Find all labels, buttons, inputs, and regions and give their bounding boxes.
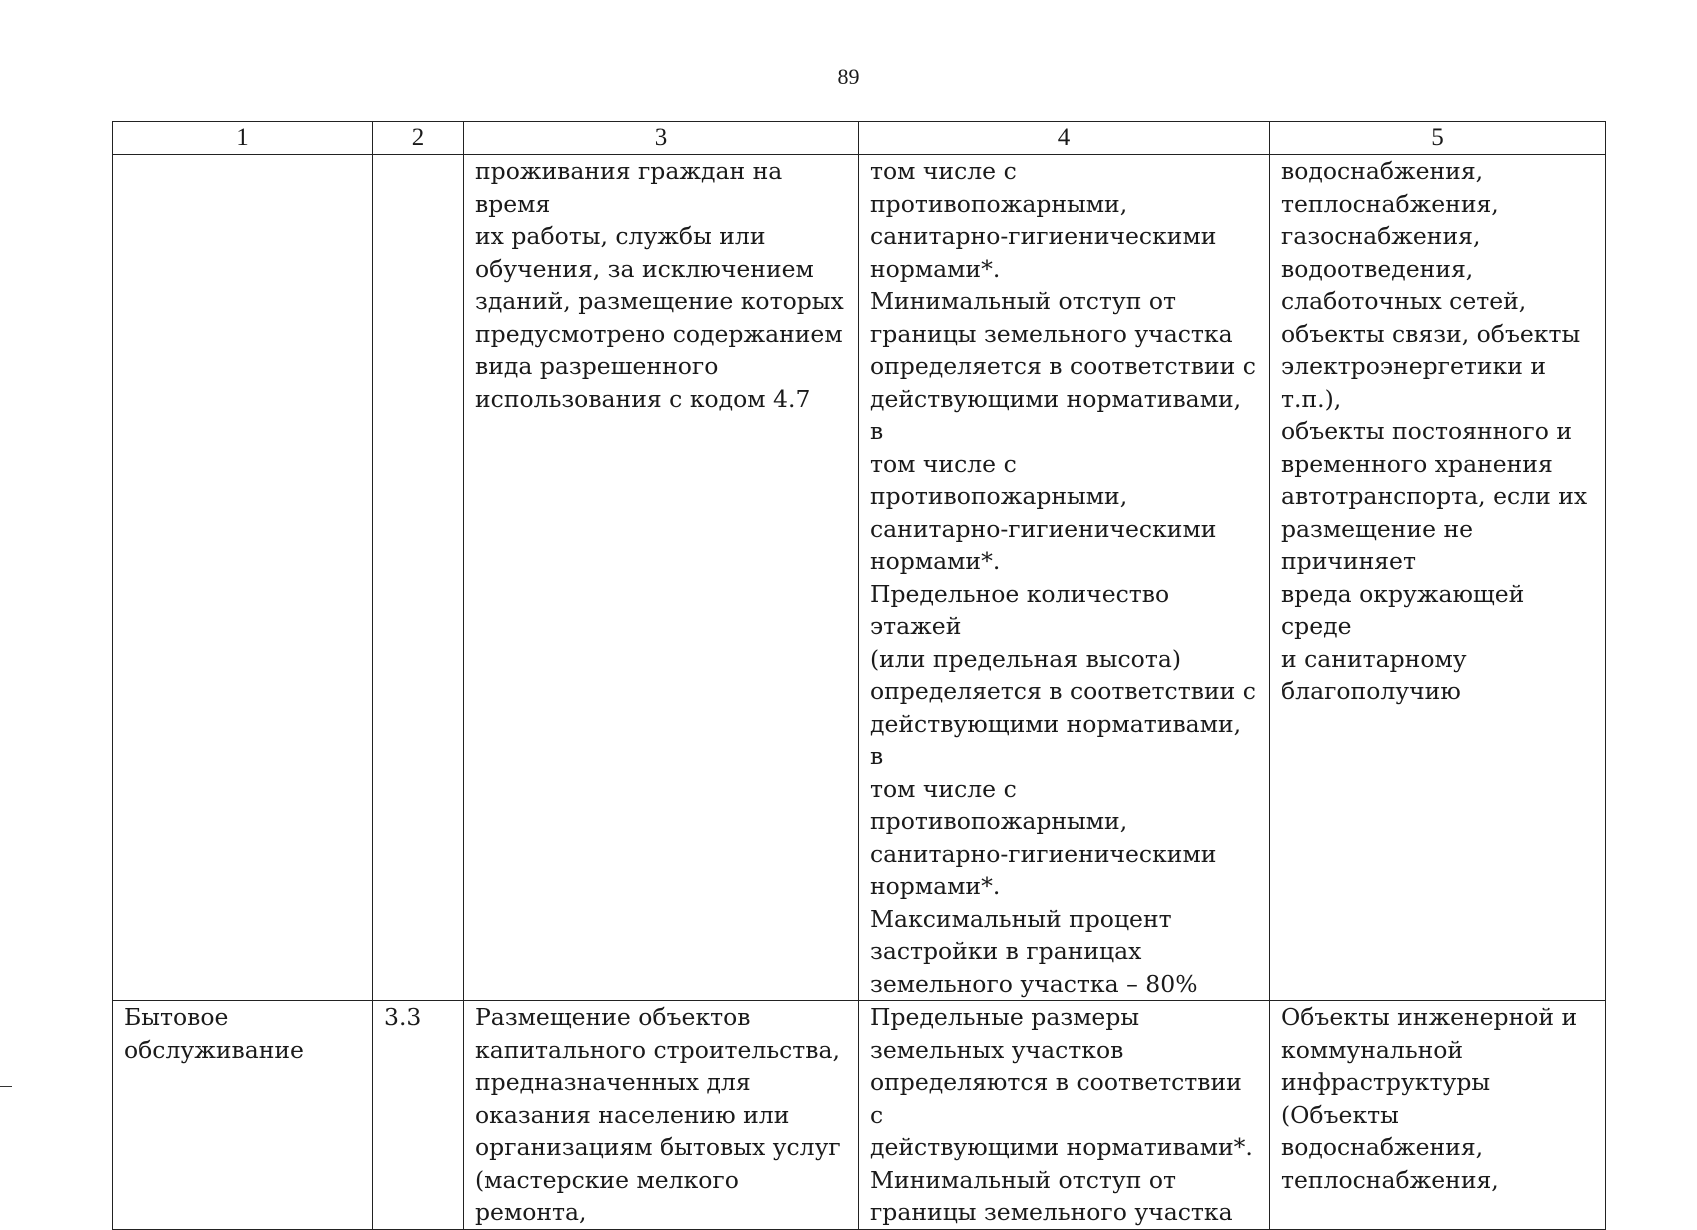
table-header-row	[113, 122, 1606, 155]
table-row	[113, 1001, 1606, 1230]
cell-use-description: проживания граждан на время их работы, службы или обучения, за исключением зданий, размещение которых предусмотрено содержанием вида разрешенного использования с кодом 4.7	[464, 155, 859, 1001]
page-number: 89	[837, 64, 860, 89]
cell-parameters: том числе с противопожарными, санитарно-гигиеническими нормами*. Минимальный отступ от границы земельного участка определяется в соответствии с действующими нормативами, в том числе с противопожарными, санитарно-гигиеническими нормами*. Предельное количество этажей (или предельная высота) определяется в соответствии с действующими нормативами, в том числе с противопожарными, санитарно-гигиеническими нормами*. Максимальный процент застройки в границах земельного участка – 80%	[859, 155, 1270, 1001]
margin-mark	[0, 1086, 12, 1087]
column-header-1: 1	[113, 122, 373, 155]
cell-auxiliary-uses: водоснабжения, теплоснабжения, газоснабжения, водоотведения, слаботочных сетей, объекты связи, объекты электроэнергетики и т.п.), объекты постоянного и временного хранения автотранспорта, если их размещение не причиняет вреда окружающей среде и санитарному благополучию	[1270, 155, 1606, 1001]
table-row	[113, 155, 1606, 1001]
column-header-3: 3	[464, 122, 859, 155]
cell-use-name	[113, 155, 373, 1001]
cell-parameters: Предельные размеры земельных участков определяются в соответствии с действующими нормативами*. Минимальный отступ от границы земельного участка	[859, 1001, 1270, 1230]
zoning-table	[112, 121, 1606, 1230]
column-header-2: 2	[373, 122, 464, 155]
column-header-5: 5	[1270, 122, 1606, 155]
cell-use-description: Размещение объектов капитального строительства, предназначенных для оказания населению или организациям бытовых услуг (мастерские мелкого ремонта,	[464, 1001, 859, 1230]
column-header-4: 4	[859, 122, 1270, 155]
cell-use-code	[373, 155, 464, 1001]
cell-use-name: Бытовое обслуживание	[113, 1001, 373, 1230]
cell-auxiliary-uses: Объекты инженерной и коммунальной инфраструктуры (Объекты водоснабжения, теплоснабжения,	[1270, 1001, 1606, 1230]
cell-use-code: 3.3	[373, 1001, 464, 1230]
